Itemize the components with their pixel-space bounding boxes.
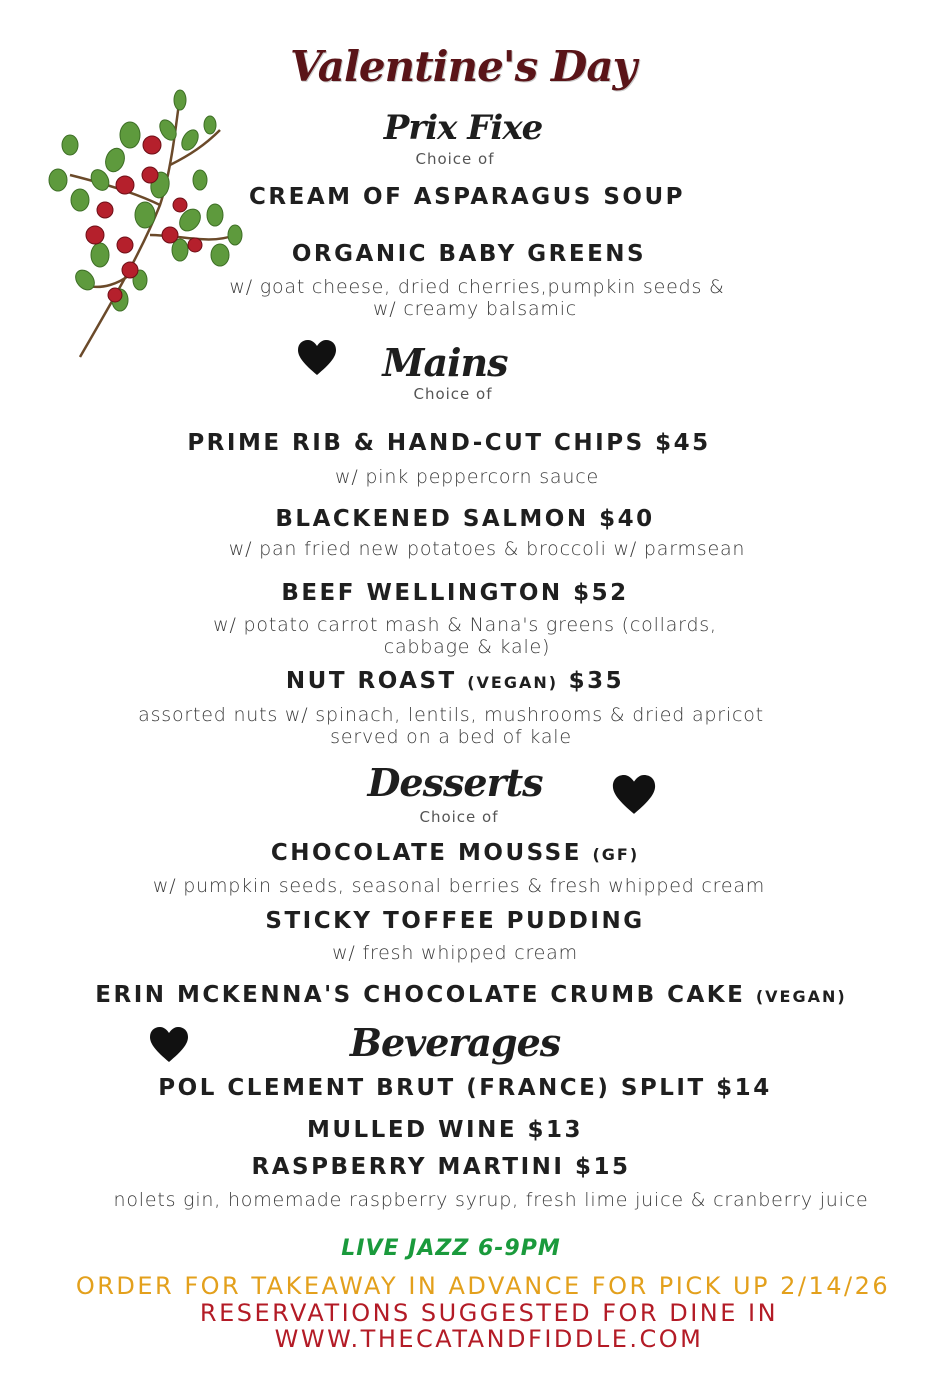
mains-heading: Mains: [382, 340, 508, 385]
page-title: Valentine's Day: [290, 42, 636, 91]
main-wellington-desc-2: cabbage & kale): [383, 636, 551, 658]
live-jazz-notice: LIVE JAZZ 6-9PM: [341, 1236, 561, 1261]
reservations-notice: RESERVATIONS SUGGESTED FOR DINE IN: [199, 1299, 779, 1327]
main-item-salmon: BLACKENED SALMON $40: [275, 506, 655, 532]
starters-choice-label: Choice of: [415, 150, 495, 168]
starter-greens-desc-2: w/ creamy balsamic: [372, 298, 578, 320]
starter-item-greens: ORGANIC BABY GREENS: [291, 241, 647, 267]
main-wellington-desc-1: w/ potato carrot mash & Nana's greens (collards,: [213, 614, 717, 636]
beverage-martini-desc: nolets gin, homemade raspberry syrup, fresh lime juice & cranberry juice: [113, 1189, 869, 1211]
starter-item-soup: CREAM OF ASPARAGUS SOUP: [249, 184, 685, 210]
beverage-item-martini: RASPBERRY MARTINI $15: [251, 1154, 631, 1180]
nut-roast-tag: (VEGAN): [467, 673, 559, 692]
main-salmon-desc: w/ pan fried new potatoes & broccoli w/ parmsean: [228, 538, 746, 560]
beverages-heading: Beverages: [349, 1020, 561, 1065]
website-link[interactable]: WWW.THECATANDFIDDLE.COM: [274, 1325, 704, 1353]
dessert-toffee-desc: w/ fresh whipped cream: [332, 942, 578, 964]
main-item-wellington: BEEF WELLINGTON $52: [281, 580, 629, 606]
dessert-item-mousse: [0, 840, 918, 866]
beverage-item-brut: POL CLEMENT BRUT (FRANCE) SPLIT $14: [158, 1075, 772, 1101]
crumb-cake-tag: (VEGAN): [755, 987, 847, 1006]
desserts-heading: Desserts: [367, 760, 543, 805]
dessert-mousse-desc: w/ pumpkin seeds, seasonal berries & fresh whipped cream: [152, 875, 766, 897]
main-nut-roast-desc-2: served on a bed of kale: [330, 726, 572, 748]
beverage-item-mulled-wine: MULLED WINE $13: [306, 1117, 584, 1143]
main-item-prime-rib: PRIME RIB & HAND-CUT CHIPS $45: [187, 430, 711, 456]
dessert-item-crumb-cake: [8, 982, 926, 1008]
main-prime-rib-desc: w/ pink peppercorn sauce: [335, 466, 599, 488]
mains-choice-label: Choice of: [413, 385, 493, 403]
takeaway-notice: ORDER FOR TAKEAWAY IN ADVANCE FOR PICK UP 2/14/26: [75, 1272, 891, 1300]
mousse-tag: (GF): [592, 845, 640, 864]
nut-roast-price: $35: [568, 668, 625, 694]
desserts-choice-label: Choice of: [419, 808, 499, 826]
main-item-nut-roast: [0, 668, 918, 694]
prix-fixe-subtitle: Prix Fixe: [383, 108, 543, 148]
mousse-name: CHOCOLATE MOUSSE: [270, 840, 582, 866]
crumb-cake-name: ERIN MCKENNA'S CHOCOLATE CRUMB CAKE: [95, 982, 746, 1008]
nut-roast-name: NUT ROAST: [285, 668, 457, 694]
starter-greens-desc-1: w/ goat cheese, dried cherries,pumpkin seeds &: [229, 276, 725, 298]
dessert-item-toffee: STICKY TOFFEE PUDDING: [265, 908, 645, 934]
main-nut-roast-desc-1: assorted nuts w/ spinach, lentils, mushrooms & dried apricot: [138, 704, 764, 726]
